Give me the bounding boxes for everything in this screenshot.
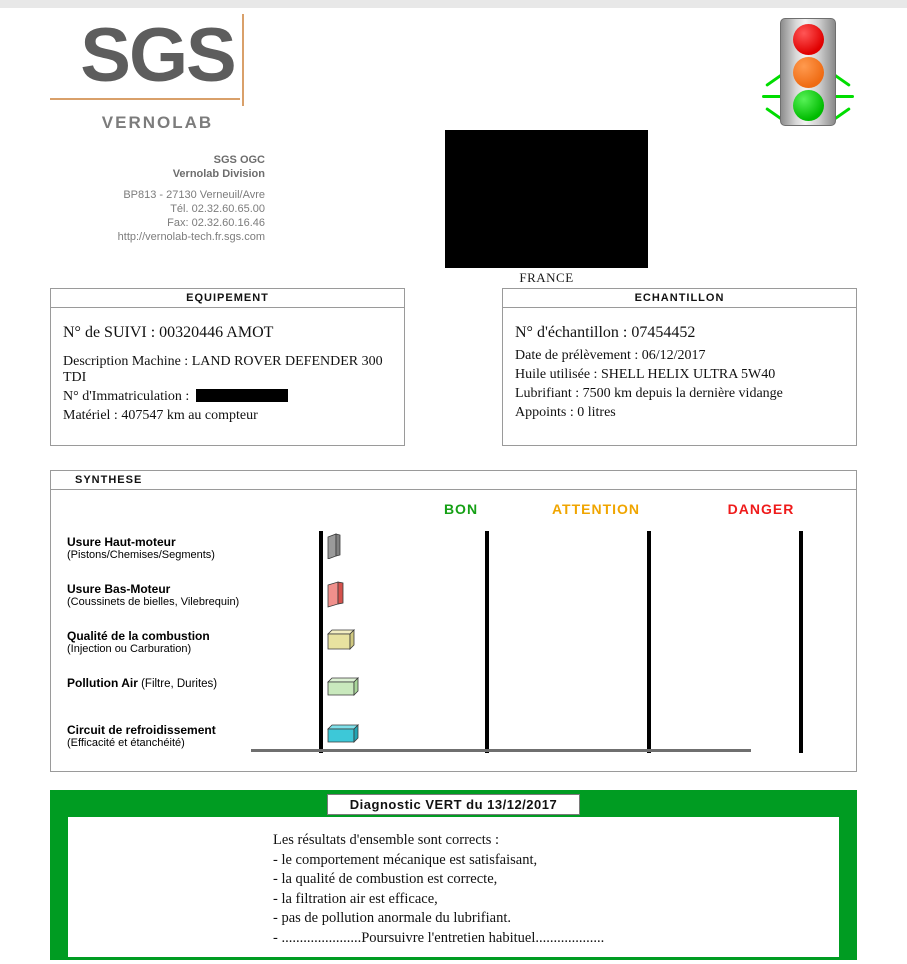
country-flag-image — [445, 130, 648, 268]
synthesis-row-marker — [326, 627, 358, 658]
cube-icon — [326, 721, 362, 747]
synthesis-row-label — [67, 676, 312, 690]
synthesis-row — [51, 533, 856, 580]
document-header — [0, 8, 907, 286]
equipment-machine-label: Description Machine : — [63, 354, 189, 369]
ray-icon — [834, 95, 854, 98]
equipment-material-label: Matériel : — [63, 408, 118, 423]
diagnostic-line: - la qualité de combustion est correcte, — [273, 871, 498, 887]
sgs-logo-text: SGS — [80, 13, 235, 98]
sgs-logo — [50, 14, 265, 124]
legend-attention: ATTENTION — [551, 501, 641, 517]
sample-oil-label: Huile utilisée : — [515, 367, 598, 382]
sample-lubricant-label: Lubrifiant : — [515, 386, 580, 401]
synthesis-row-title: Usure Haut-moteur — [67, 535, 176, 549]
company-fax: Fax: 02.32.60.16.46 — [167, 217, 265, 229]
company-name-line1: SGS OGC — [213, 154, 265, 166]
synthesis-row-subtitle: (Efficacité et étanchéité) — [67, 737, 185, 749]
synthesis-rows — [51, 533, 856, 768]
division-label: VERNOLAB — [101, 113, 214, 132]
diagnostic-line: - pas de pollution anormale du lubrifiant. — [273, 910, 511, 926]
diagnostic-panel — [50, 790, 857, 960]
cube-icon — [326, 627, 358, 653]
sample-oil — [515, 367, 848, 383]
sample-topup — [515, 405, 848, 421]
synthesis-row-marker — [326, 533, 352, 564]
synthesis-row-title: Qualité de la combustion — [67, 629, 210, 643]
sample-date-label: Date de prélèvement : — [515, 348, 639, 363]
country-caption: FRANCE — [519, 270, 574, 285]
equipment-tracking-number: N° de SUIVI : 00320446 AMOT — [63, 324, 274, 341]
sample-topup-label: Appoints : — [515, 405, 574, 420]
diagnostic-line: Les résultats d'ensemble sont corrects : — [273, 832, 500, 848]
cube-icon — [326, 674, 362, 700]
equipment-machine — [63, 354, 396, 386]
synthesis-row-label — [67, 629, 312, 655]
diagnostic-body — [68, 817, 839, 957]
synthesis-row-title: Circuit de refroidissement — [67, 723, 216, 737]
synthesis-row-marker — [326, 674, 362, 705]
company-address-block — [45, 153, 265, 244]
equipment-panel — [50, 288, 405, 446]
equipment-plate-redacted — [196, 389, 288, 402]
company-name-line2: Vernolab Division — [172, 168, 265, 180]
sample-date — [515, 348, 848, 364]
equipment-panel-header: EQUIPEMENT — [51, 289, 404, 308]
synthesis-row-subtitle: (Pistons/Chemises/Segments) — [67, 549, 215, 561]
sample-oil-value: SHELL HELIX ULTRA 5W40 — [600, 367, 776, 382]
equipment-material — [63, 408, 396, 424]
company-phone: Tél. 02.32.60.65.00 — [170, 203, 265, 215]
sample-lubricant-value: 7500 km depuis la dernière vidange — [582, 386, 783, 401]
traffic-light-body — [780, 18, 836, 126]
diagnostic-line: - ......................Poursuivre l'entretien habituel................... — [273, 929, 605, 946]
diagnostic-text — [68, 817, 839, 948]
sample-topup-value: 0 litres — [577, 405, 616, 420]
diagnostic-line: - le comportement mécanique est satisfaisant, — [273, 851, 538, 868]
equipment-material-value: 407547 km au compteur — [121, 408, 258, 423]
sample-lubricant — [515, 386, 848, 402]
sample-date-value: 06/12/2017 — [641, 348, 706, 363]
synthesis-row-subtitle: (Injection ou Carburation) — [67, 643, 192, 655]
synthesis-row — [51, 674, 856, 721]
legend-bon: BON — [443, 501, 479, 517]
cube-icon — [326, 580, 354, 608]
company-website: http://vernolab-tech.fr.sgs.com — [117, 231, 265, 243]
sample-panel-header: ECHANTILLON — [503, 289, 856, 308]
synthesis-row-marker — [326, 721, 362, 752]
logo-rule-horizontal — [50, 98, 240, 100]
synthesis-row — [51, 721, 856, 768]
ray-icon — [762, 95, 782, 98]
synthesis-legend — [51, 501, 856, 521]
traffic-light-green-lamp — [793, 90, 824, 121]
synthesis-row-label — [67, 582, 312, 608]
synthesis-row-label — [67, 723, 312, 749]
equipment-plate — [63, 389, 396, 405]
cube-icon — [326, 533, 352, 559]
traffic-light-orange-lamp — [793, 57, 824, 88]
diagnostic-title: Diagnostic VERT du 13/12/2017 — [327, 794, 580, 815]
synthesis-row-marker — [326, 580, 354, 613]
synthesis-panel — [50, 470, 857, 772]
diagnostic-title-wrap — [50, 794, 857, 815]
synthesis-panel-header: SYNTHESE — [51, 471, 856, 490]
equipment-plate-label: N° d'Immatriculation : — [63, 389, 190, 404]
traffic-light-red-lamp — [793, 24, 824, 55]
diagnostic-line: - la filtration air est efficace, — [273, 890, 438, 907]
equipment-machine-value: LAND ROVER DEFENDER 300 TDI — [63, 354, 383, 385]
legend-danger: DANGER — [727, 501, 795, 517]
traffic-light-icon — [762, 18, 854, 133]
synthesis-row-subtitle: (Coussinets de bielles, Vilebrequin) — [67, 596, 240, 608]
synthesis-row — [51, 627, 856, 674]
synthesis-row-title: Usure Bas-Moteur — [67, 582, 171, 596]
sample-panel — [502, 288, 857, 446]
synthesis-row-subtitle: (Filtre, Durites) — [141, 678, 218, 690]
synthesis-row — [51, 580, 856, 627]
company-street: BP813 - 27130 Verneuil/Avre — [123, 189, 265, 201]
synthesis-row-title: Pollution Air — [67, 676, 138, 690]
window-top-strip — [0, 0, 907, 8]
logo-rule-vertical — [242, 14, 244, 106]
synthesis-row-label — [67, 535, 312, 561]
sample-number: N° d'échantillon : 07454452 — [515, 324, 696, 341]
